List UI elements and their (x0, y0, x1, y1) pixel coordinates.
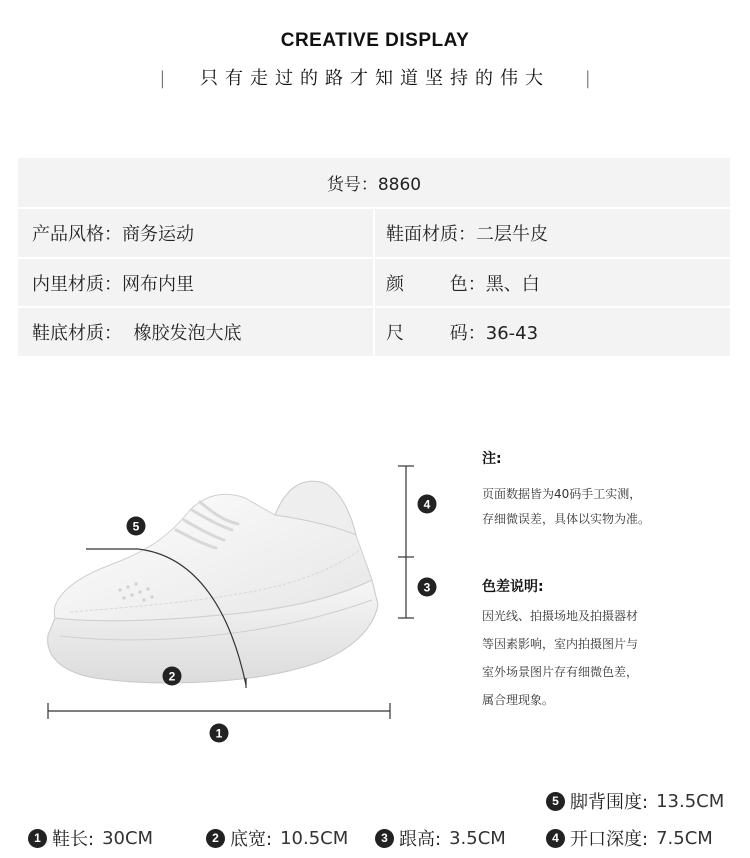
notes-panel (482, 448, 742, 707)
note-line: 属合理现象。 (482, 693, 555, 707)
spec-lining-material: 内里材质：网布内里 (32, 273, 194, 295)
note-line: 页面数据皆为40码手工实测， (482, 487, 642, 501)
subtitle-bar-left: | (159, 68, 166, 89)
spec-row-product-no (18, 158, 730, 209)
marker-icon-1: 1 (28, 829, 47, 848)
svg-text:5: 5 (132, 519, 140, 534)
marker-5 (127, 517, 146, 536)
measurement-value: 7.5CM (656, 827, 713, 849)
spec-color: 颜 色：黑、白 (386, 273, 540, 295)
measurement-label: 底宽: (230, 829, 273, 850)
svg-text:3: 3 (423, 580, 431, 595)
marker-4 (418, 495, 437, 514)
measurement-width (206, 825, 348, 851)
spec-sole-material: 鞋底材质： 橡胶发泡大底 (32, 323, 242, 344)
svg-text:1: 1 (215, 726, 223, 741)
measurement-label: 跟高: (399, 829, 442, 850)
measurement-label: 开口深度: (570, 829, 649, 850)
marker-icon-4: 4 (546, 829, 565, 848)
column-divider (373, 209, 375, 356)
measurement-opening (546, 825, 713, 851)
svg-text:4: 4 (423, 497, 431, 512)
measurement-label: 脚背围度: (570, 792, 649, 813)
measurement-heel (375, 825, 506, 851)
shoe-illustration (0, 440, 470, 750)
page-title: CREATIVE DISPLAY (280, 30, 470, 51)
notes-title: 注: (482, 451, 502, 467)
color-diff-text (482, 602, 638, 714)
subtitle-text: 只有走过的路才知道坚持的伟大 (200, 68, 550, 89)
note-line: 等因素影响，室内拍摄图片与 (482, 637, 639, 651)
measurement-value: 30CM (102, 827, 154, 849)
marker-icon-2: 2 (206, 829, 225, 848)
marker-3 (418, 578, 437, 597)
measurement-instep (546, 788, 724, 814)
note-line: 室外场景图片存有细微色差， (482, 665, 639, 679)
marker-icon-5: 5 (546, 792, 565, 811)
note-line: 因光线、拍摄场地及拍摄器材 (482, 609, 639, 623)
spec-style: 产品风格：商务运动 (32, 224, 194, 245)
spec-table (18, 158, 730, 356)
measurement-label: 鞋长: (52, 829, 95, 850)
svg-text:2: 2 (168, 669, 176, 684)
subtitle-bar-right: | (584, 68, 591, 89)
color-diff-title: 色差说明: (482, 579, 544, 595)
product-number: 货号：8860 (326, 175, 422, 195)
spec-upper-material: 鞋面材质：二层牛皮 (386, 224, 548, 245)
marker-2 (163, 667, 182, 686)
shoe-diagram (0, 440, 470, 750)
measurement-value: 3.5CM (449, 827, 506, 849)
marker-icon-3: 3 (375, 829, 394, 848)
note-line: 存细微误差，具体以实物为准。 (482, 512, 651, 526)
spec-size: 尺 码：36-43 (386, 323, 539, 344)
marker-1 (210, 724, 229, 743)
measurement-length (28, 825, 153, 851)
measurement-value: 13.5CM (656, 790, 725, 812)
measurement-value: 10.5CM (280, 827, 349, 849)
page-subtitle (0, 64, 750, 90)
